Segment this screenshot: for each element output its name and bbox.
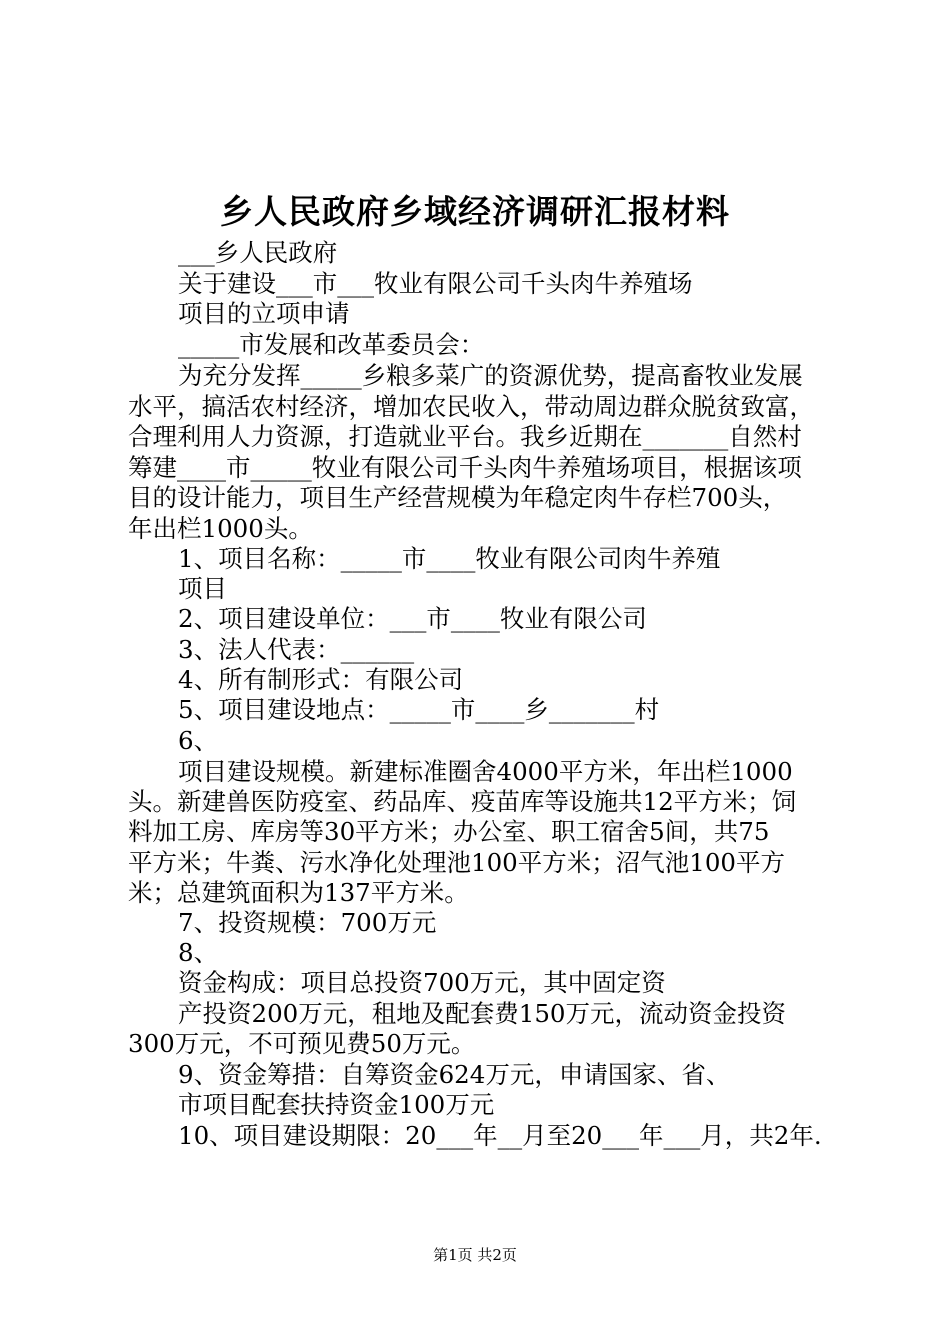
body-line: 项目建设规模。新建标准圈舍4000平方米，年出栏1000 [178, 757, 793, 786]
body-line: 合理利用人力资源，打造就业平台。我乡近期在_______自然村 [128, 422, 802, 451]
list-item: 5、项目建设地点：_____市____乡_______村 [178, 695, 660, 724]
list-item: 8、 [178, 938, 219, 967]
body-line: 头。新建兽医防疫室、药品库、疫苗库等设施共12平方米；饲 [128, 787, 797, 816]
list-item: 4、所有制形式：有限公司 [178, 665, 464, 694]
page-footer: 第1页 共2页 [433, 1246, 517, 1264]
list-item: 6、 [178, 726, 219, 755]
list-item: 2、项目建设单位：___市____牧业有限公司 [178, 604, 647, 633]
document-title: 乡人民政府乡域经济调研汇报材料 [220, 192, 730, 231]
body-line: 300万元，不可预见费50万元。 [128, 1029, 476, 1058]
body-line: 年出栏1000头。 [128, 514, 313, 543]
body-line: 为充分发挥_____乡粮多菜广的资源优势，提高畜牧业发展 [178, 361, 803, 390]
body-line: 目的设计能力，项目生产经营规模为年稳定肉牛存栏700头， [128, 483, 788, 512]
body-line: 筹建____市_____牧业有限公司千头肉牛养殖场项目，根据该项 [128, 453, 802, 482]
list-item-cont: 市项目配套扶持资金100万元 [178, 1090, 495, 1119]
list-item-cont: 项目 [178, 574, 227, 603]
body-line: 产投资200万元，租地及配套费150万元，流动资金投资 [178, 999, 787, 1028]
issuer-line: ___乡人民政府 [178, 238, 338, 267]
list-item: 1、项目名称：_____市____牧业有限公司肉牛养殖 [178, 544, 721, 573]
list-item: 9、资金筹措：自筹资金624万元，申请国家、省、 [178, 1060, 731, 1089]
body-line: 水平，搞活农村经济，增加农民收入，带动周边群众脱贫致富， [128, 392, 814, 421]
subject-line-cont: 项目的立项申请 [178, 299, 350, 328]
body-line: 料加工房、库房等30平方米；办公室、职工宿舍5间，共75 [128, 817, 770, 846]
body-line: 平方米；牛粪、污水净化处理池100平方米；沼气池100平方 [128, 848, 786, 877]
addressee-line: _____市发展和改革委员会： [178, 330, 485, 359]
list-item: 7、投资规模：700万元 [178, 908, 437, 937]
body-line: 资金构成：项目总投资700万元，其中固定资 [178, 968, 666, 997]
subject-line: 关于建设___市___牧业有限公司千头肉牛养殖场 [178, 269, 693, 298]
list-item: 3、法人代表：______ [178, 635, 415, 664]
body-line: 米；总建筑面积为137平方米。 [128, 878, 469, 907]
list-item: 10、项目建设期限：20___年__月至20___年___月，共2年. [178, 1121, 822, 1150]
